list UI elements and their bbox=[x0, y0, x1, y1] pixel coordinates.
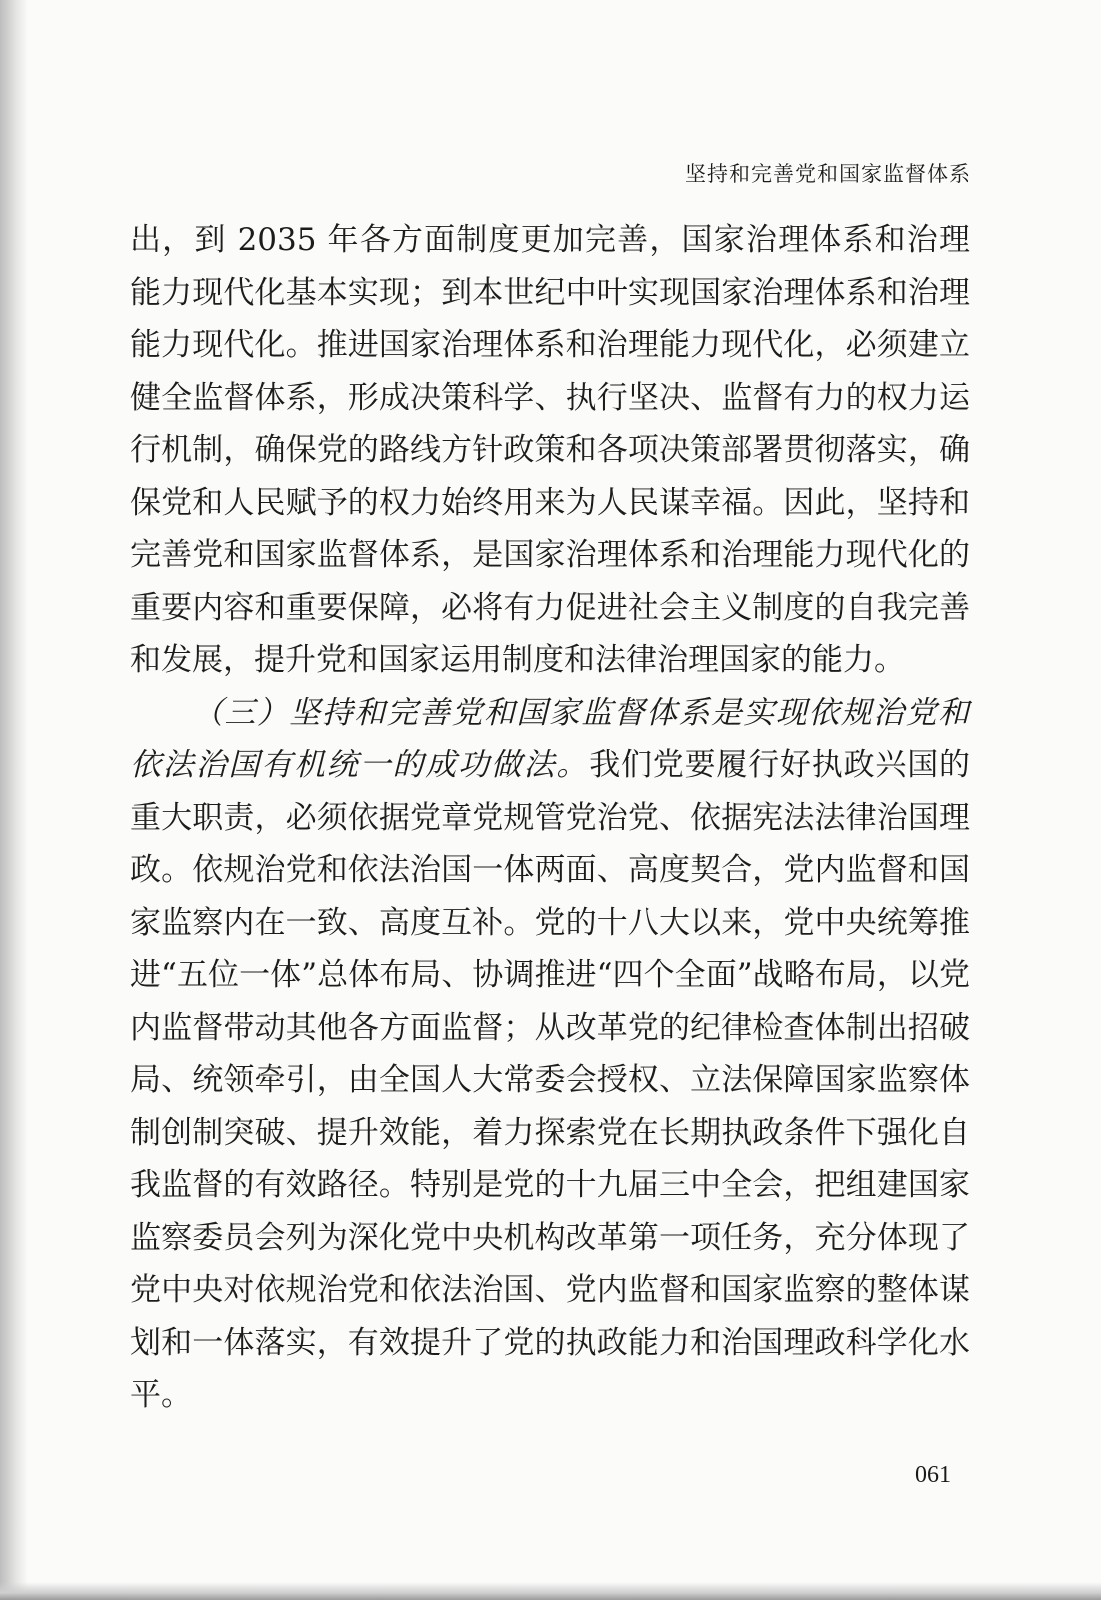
paragraph-2-text: 我们党要履行好执政兴国的重大职责，必须依据党章党规管党治党、依据宪法法律治国理政。依规治党和依法治国一体两面、高度契合，党内监督和国家监察内在一致、高度互补。党的十八大以来，党中央统筹推进“五位一体”总体布局、协调推进“四个全面”战略布局，以党内监督带动其他各方面监督；从改革党的纪律检查体制出招破局、统领牵引，由全国人大常委会授权、立法保障国家监察体制创制突破、提升效能，着力探索党在长期执政条件下强化自我监督的有效路径。特别是党的十九届三中全会，把组建国家监察委员会列为深化党中央机构改革第一项任务，充分体现了党中央对依规治党和依法治国、党内监督和国家监察的整体谋划和一体落实，有效提升了党的执政能力和治国理政科学化水平。 bbox=[130, 747, 971, 1413]
page-binding-shadow bbox=[0, 0, 28, 1600]
paragraph-1: 出，到 2035 年各方面制度更加完善，国家治理体系和治理能力现代化基本实现；到本世纪中叶实现国家治理体系和治理能力现代化。推进国家治理体系和治理能力现代化，必须建立健全监督体系，形成决策科学、执行坚决、监督有力的权力运行机制，确保党的路线方针政策和各项决策部署贯彻落实，确保党和人民赋予的权力始终用来为人民谋幸福。因此，坚持和完善党和国家监督体系，是国家治理体系和治理能力现代化的重要内容和重要保障，必将有力促进社会主义制度的自我完善和发展，提升党和国家运用制度和法律治理国家的能力。 bbox=[130, 222, 970, 678]
body-text bbox=[130, 214, 970, 1422]
page-number: 061 bbox=[915, 1462, 951, 1488]
section-heading: （三）坚持和完善党和国家监督体系是实现依规治党和依法治国有机统一的成功做法。 bbox=[130, 694, 970, 783]
running-header: 坚持和完善党和国家监督体系 bbox=[685, 162, 971, 186]
header-rule bbox=[136, 196, 966, 197]
paragraph-2 bbox=[130, 687, 970, 1422]
page-bottom-edge bbox=[0, 1582, 1101, 1600]
